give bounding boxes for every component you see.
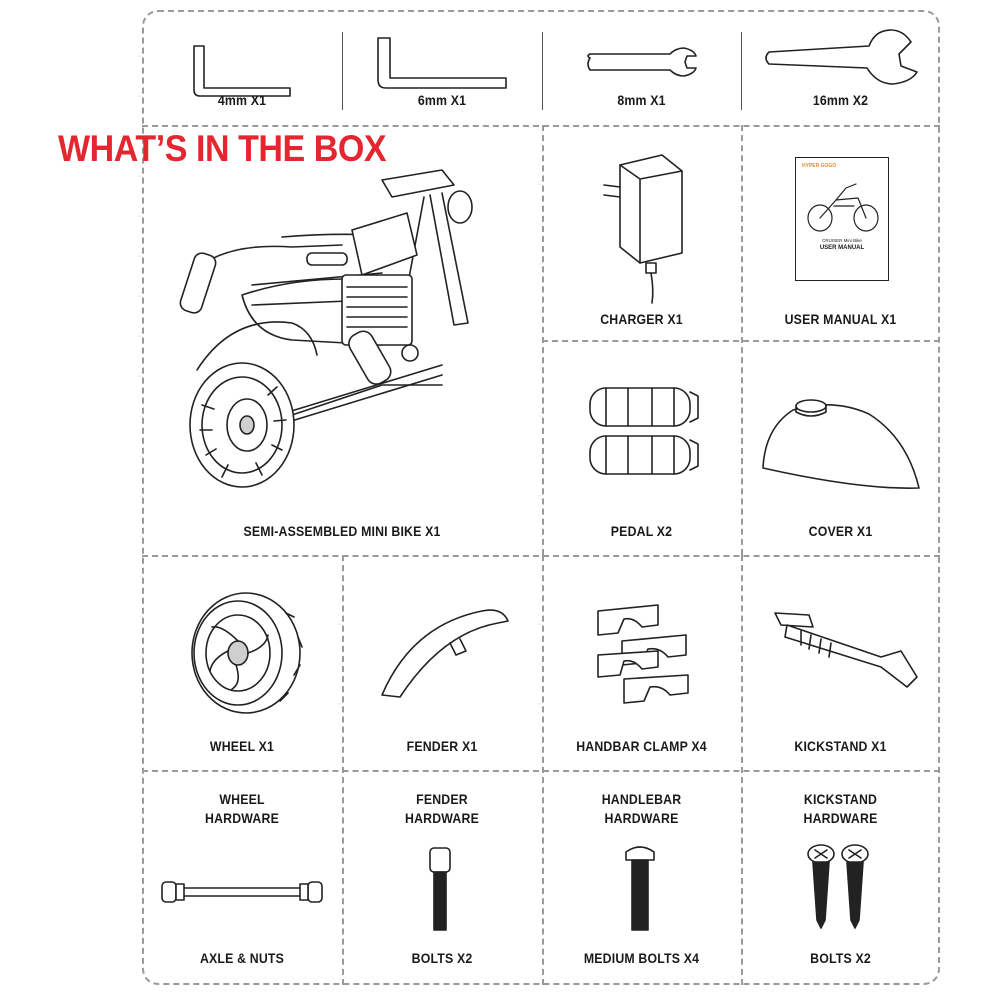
item-label: KICKSTAND X1 xyxy=(794,738,887,754)
hardware-label: AXLE & NUTS xyxy=(199,950,285,966)
fender-hardware-cell xyxy=(342,770,542,985)
tool-16mm-cell xyxy=(741,10,940,125)
kickstand-cell xyxy=(741,555,940,770)
hardware-heading-line: FENDER xyxy=(416,791,468,807)
tool-label: 16mm X2 xyxy=(812,92,869,108)
hardware-heading-line: HANDLEBAR xyxy=(601,791,682,807)
item-label: SEMI-ASSEMBLED MINI BIKE X1 xyxy=(243,523,441,539)
hardware-heading-line: KICKSTAND xyxy=(803,791,878,807)
charger-illustration xyxy=(542,125,741,340)
manual-heading: USER MANUAL xyxy=(819,245,865,251)
charger-cell xyxy=(542,125,741,340)
item-label: CHARGER X1 xyxy=(600,311,683,327)
fender-cell xyxy=(342,555,542,770)
hardware-heading-line: HARDWARE xyxy=(205,810,279,826)
item-label: HANDBAR CLAMP X4 xyxy=(576,738,707,754)
item-label: PEDAL X2 xyxy=(610,523,673,539)
hardware-label: BOLTS X2 xyxy=(810,950,871,966)
wheel-hardware-cell xyxy=(142,770,342,985)
mini-bike-illustration xyxy=(142,125,542,555)
cover-cell xyxy=(741,340,940,555)
hardware-heading-line: HARDWARE xyxy=(405,810,479,826)
item-label: FENDER X1 xyxy=(406,738,478,754)
user-manual-cell xyxy=(741,125,940,340)
page-title: WHAT’S IN THE BOX xyxy=(58,128,387,169)
hardware-label: BOLTS X2 xyxy=(411,950,473,966)
manual-bike-icon xyxy=(796,158,888,280)
tool-label: 6mm X1 xyxy=(417,92,467,108)
manual-brand: HYPER GOGO xyxy=(802,163,837,169)
hardware-heading-line: HARDWARE xyxy=(803,810,878,826)
kickstand-hardware-cell xyxy=(741,770,940,985)
pedal-cell xyxy=(542,340,741,555)
tool-6mm-cell xyxy=(342,10,542,125)
manual-cover xyxy=(795,157,889,281)
hardware-label: MEDIUM BOLTS X4 xyxy=(583,950,700,966)
hardware-heading-line: WHEEL xyxy=(219,791,265,807)
handlebar-hardware-cell xyxy=(542,770,741,985)
tool-4mm-cell xyxy=(142,10,342,125)
tool-label: 8mm X1 xyxy=(617,92,666,108)
item-label: WHEEL X1 xyxy=(209,738,275,754)
manual-product: CRUISER Mini Bike xyxy=(822,238,862,243)
hardware-heading-line: HARDWARE xyxy=(604,810,679,826)
tool-label: 4mm X1 xyxy=(217,92,267,108)
tool-8mm-cell xyxy=(542,10,741,125)
wheel-cell xyxy=(142,555,342,770)
item-label: USER MANUAL X1 xyxy=(784,311,897,327)
handbar-clamp-cell xyxy=(542,555,741,770)
mini-bike-cell xyxy=(142,125,542,555)
item-label: COVER X1 xyxy=(808,523,873,539)
